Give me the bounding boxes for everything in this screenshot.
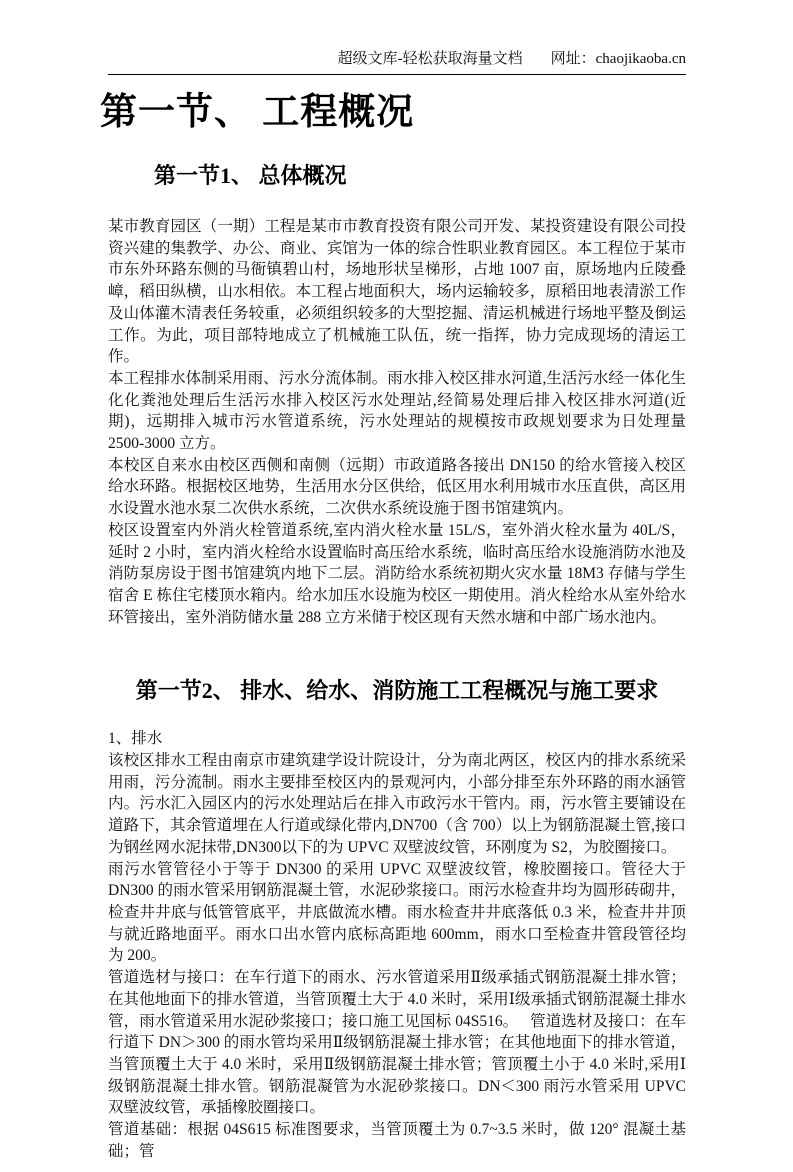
paragraph: 本工程排水体制采用雨、污水分流体制。雨水排入校区排水河道,生活污水经一体化生化化粪池处理后生活污水排入校区污水处理站,经简易处理后排入校区排水河道(近期)，远期排入城市污水管道系统，污水处理站的规模按市政规划要求为日处理量 2500-3000 立方。 <box>108 369 686 453</box>
paragraph: 某市教育园区（一期）工程是某市市教育投资有限公司开发、某投资建设有限公司投资兴建的集教学、办公、商业、宾馆为一体的综合性职业教育园区。本工程位于某市市东外环路东侧的马衙镇碧山村，场地形状呈梯形，占地 1007 亩，原场地内丘陵叠嶂，稻田纵横，山水相依。本工程占地面积大，场内运输较多，原稻田地表清淤工作及山体灌木清表任务较重，必须组织较多的大型挖掘、清运机械进行场地平整及倒运工作。为此，项目部特地成立了机械施工队伍，统一指挥，协力完成现场的清运工作。 <box>108 218 686 366</box>
document-page <box>0 50 793 1172</box>
subsection-label: 1、排水 <box>108 730 163 748</box>
paragraph: 管道选材与接口：在车行道下的雨水、污水管道采用Ⅱ级承插式钢筋混凝土排水管；在其他地面下的排水管道，当管顶覆土大于 4.0 米时，采用Ⅰ级承插式钢筋混凝土排水管，雨水管道采用水泥砂浆接口；接口施工见国标 04S516。 管道选材及接口：在车行道下 DN＞300 的雨水管均采用Ⅱ级钢筋混凝土排水管；在其他地面下的排水管道，当管顶覆土大于 4.0 米时，采用Ⅱ级钢筋混凝土排水管；管顶覆土小于 4.0 米时,采用Ⅰ级钢筋混凝土排水管。钢筋混凝管为水泥砂浆接口。DN＜300 雨污水管采用 UPVC 双壁波纹管，承插橡胶圈接口。 <box>108 969 686 1117</box>
header-site-text: 超级文库-轻松获取海量文档 <box>337 51 523 67</box>
section-2-heading: 第一节2、 排水、给水、消防施工工程概况与施工要求 <box>135 678 659 704</box>
header-site-url: 网址：chaojikaoba.cn <box>550 51 686 67</box>
paragraph: 管道基础：根据 04S615 标准图要求，当管顶覆土为 0.7~3.5 米时，做 120° 混凝土基础；管 <box>108 1121 686 1160</box>
document-title: 第一节、 工程概况 <box>100 92 415 133</box>
paragraph: 该校区排水工程由南京市建筑建学设计院设计，分为南北两区，校区内的排水系统采用雨，污分流制。雨水主要排至校区内的景观河内，小部分排至东外环路的雨水涵管内。污水汇入园区内的污水处理站后在排入市政污水干管内。雨，污水管主要铺设在道路下，其余管道埋在人行道或绿化带内,DN700（含 700）以上为钢筋混凝土管,接口为钢丝网水泥抹带,DN300以下的为 UPVC 双壁波纹管，环刚度为 S2，为胶圈接口。 <box>108 752 686 856</box>
page-header <box>108 50 686 75</box>
section-1-body <box>108 216 686 628</box>
paragraph: 雨污水管管径小于等于 DN300 的采用 UPVC 双壁波纹管，橡胶圈接口。管径大于 DN300 的雨水管采用钢筋混凝土管，水泥砂浆接口。雨污水检查井均为圆形砖砌井，检查井井底与低管管底平，井底做流水槽。雨水检查井井底落低 0.3 米，检查井井顶与就近路地面平。雨水口出水管内底标高距地 600mm，雨水口至检查井管段管径均为 200。 <box>108 860 686 965</box>
section-1-heading: 第一节1、 总体概况 <box>154 163 347 188</box>
document-content <box>100 90 686 1162</box>
section-2-body <box>108 728 686 1162</box>
paragraph: 校区设置室内外消火栓管道系统,室内消火栓水量 15L/S，室外消火栓水量为 40L/S，延时 2 小时，室内消火栓给水设置临时高压给水系统，临时高压给水设施消防水池及消防泵房设于图书馆建筑内地下二层。消防给水系统初期火灾水量 18M3 存储与学生宿舍 E 栋住宅楼顶水箱内。给水加压水设施为校区一期使用。消火栓给水从室外给水环管接出，室外消防储水量 288 立方米储于校区现有天然水塘和中部广场水池内。 <box>108 521 686 626</box>
paragraph: 本校区自来水由校区西侧和南侧（远期）市政道路各接出 DN150 的给水管接入校区给水环路。根据校区地势，生活用水分区供给，低区用水利用城市水压直供，高区用水设置水池水泵二次供水系统，二次供水系统设施于图书馆建筑内。 <box>108 456 686 518</box>
